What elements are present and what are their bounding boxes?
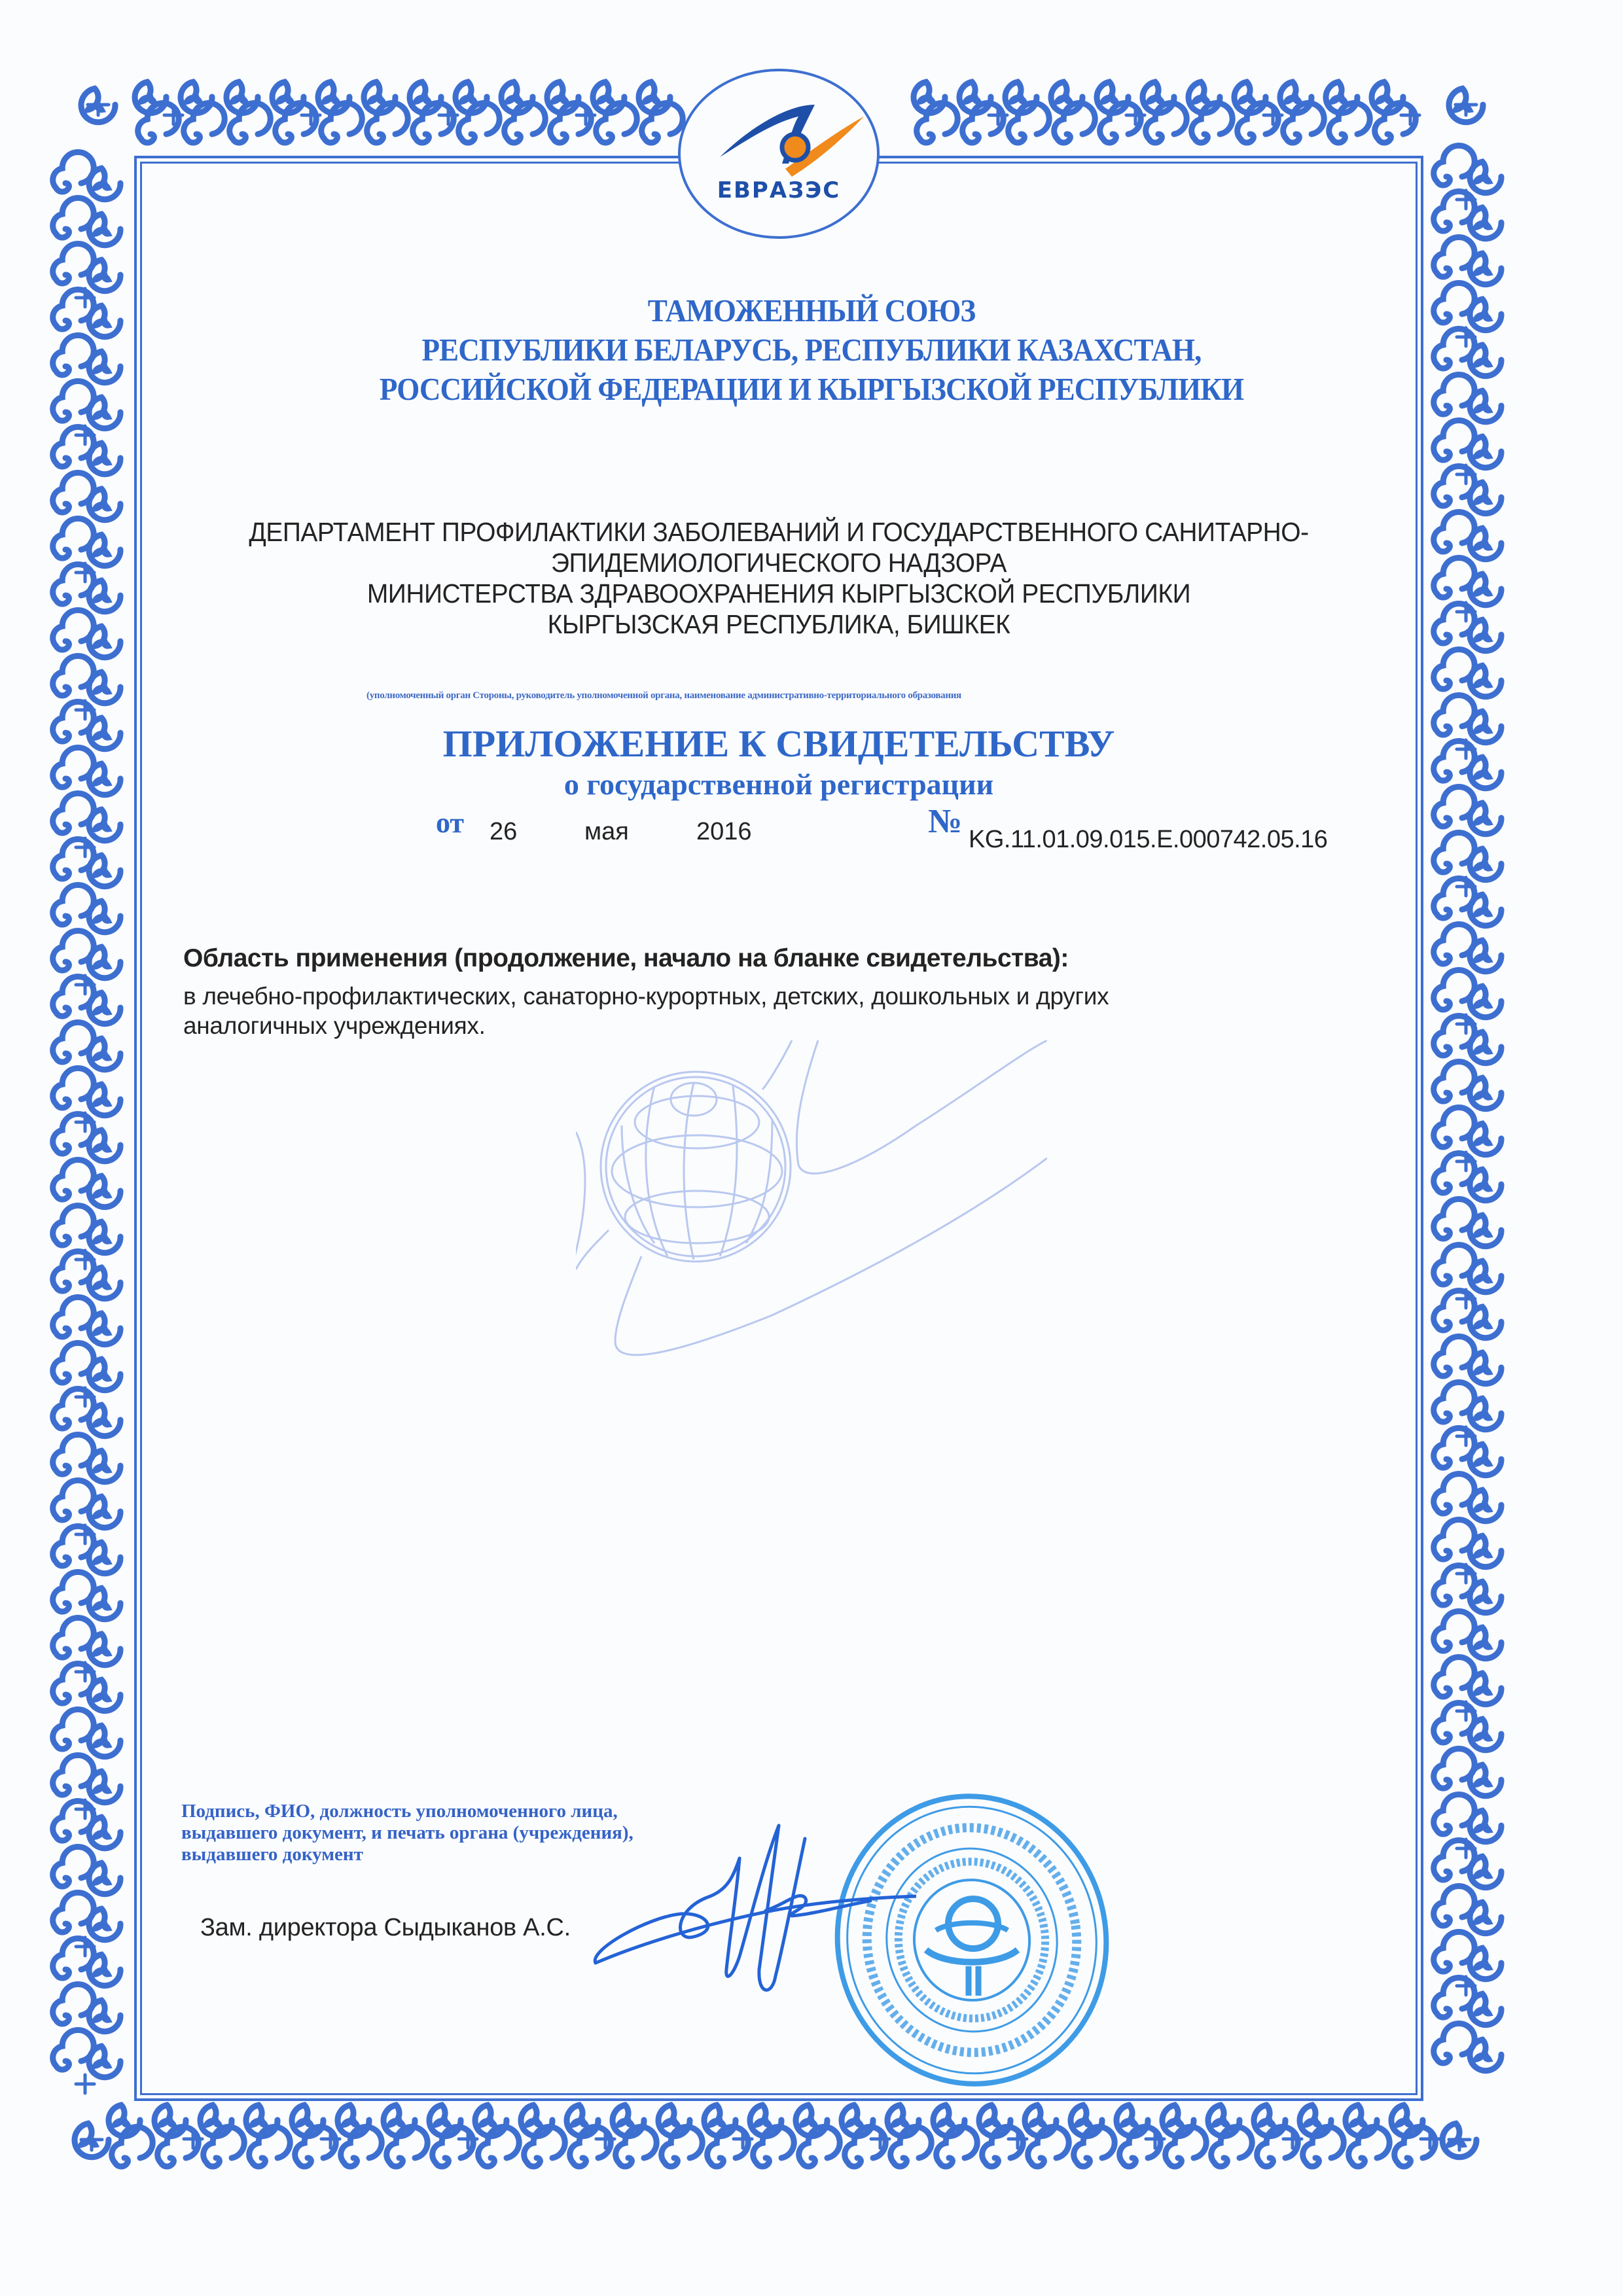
spiral-ornament-icon (1470, 574, 1501, 605)
spiral-ornament-icon (89, 809, 120, 841)
spiral-ornament-icon (1470, 1673, 1501, 1704)
spiral-ornament-icon (89, 1176, 120, 1207)
spiral-ornament-icon (89, 1496, 120, 1528)
spiral-ornament-icon (1470, 1536, 1501, 1567)
spiral-ornament-icon (89, 1588, 120, 1619)
certificate-number: KG.11.01.09.015.E.000742.05.16 (969, 826, 1328, 853)
spiral-ornament-icon (1470, 391, 1501, 422)
spiral-ornament-icon (1470, 1352, 1501, 1384)
spiral-ornament-icon (1470, 1215, 1501, 1246)
spiral-ornament-icon (89, 1863, 120, 1894)
authority-line-4: КЫРГЫЗСКАЯ РЕСПУБЛИКА, БИШКЕК (547, 609, 1010, 639)
spiral-ornament-icon (1470, 1169, 1501, 1201)
spiral-ornament-icon (1470, 528, 1501, 559)
spiral-ornament-icon (89, 718, 120, 749)
union-line-1: ТАМОЖЕННЫЙ СОЮЗ (647, 292, 976, 328)
spiral-ornament-icon (1470, 1581, 1501, 1613)
spiral-ornament-icon (89, 351, 120, 383)
spiral-ornament-icon (89, 764, 120, 795)
signature-caption-line-2: выдавшего документ, и печать органа (учреждения), (181, 1822, 633, 1843)
globe-watermark-icon (576, 1040, 1047, 1459)
spiral-ornament-icon (1470, 299, 1501, 330)
spiral-ornament-icon (89, 993, 120, 1024)
spiral-ornament-icon (1470, 1123, 1501, 1155)
spiral-ornament-icon (89, 901, 120, 932)
spiral-ornament-icon (1470, 1948, 1501, 1979)
spiral-ornament-icon (89, 1680, 120, 1711)
spiral-ornament-icon (1470, 620, 1501, 651)
spiral-ornament-icon (89, 2000, 120, 2032)
spiral-ornament-icon (89, 535, 120, 566)
spiral-ornament-icon (1470, 1444, 1501, 1475)
spiral-ornament-icon (89, 1267, 120, 1299)
spiral-ornament-icon (1470, 940, 1501, 972)
signature-caption-line-1: Подпись, ФИО, должность уполномоченного лица, (181, 1801, 618, 1822)
spiral-ornament-icon (1470, 1627, 1501, 1659)
spiral-ornament-icon (89, 1909, 120, 1940)
spiral-ornament-icon (89, 1313, 120, 1345)
scope-line-2: аналогичных учреждениях. (183, 1012, 486, 1039)
number-label: № (928, 803, 963, 840)
handwritten-signature-icon (576, 1799, 916, 2015)
spiral-ornament-icon (1470, 1902, 1501, 1934)
spiral-ornament-icon (89, 626, 120, 658)
spiral-ornament-icon (89, 1542, 120, 1574)
spiral-ornament-icon (1470, 1856, 1501, 1888)
spiral-ornament-icon (89, 260, 120, 291)
spiral-ornament-icon (89, 2046, 120, 2077)
date-from-label: от (436, 807, 465, 839)
spiral-ornament-icon (89, 1451, 120, 1482)
signature-caption-line-3: выдавшего документ (181, 1844, 363, 1865)
spiral-ornament-icon (89, 1634, 120, 1665)
spiral-ornament-icon (1470, 1261, 1501, 1292)
spiral-ornament-icon (89, 443, 120, 474)
spiral-ornament-icon (1470, 482, 1501, 514)
spiral-ornament-icon (1470, 711, 1501, 743)
spiral-ornament-icon (1470, 1490, 1501, 1521)
signer-name: Зам. директора Сыдыканов А.С. (200, 1914, 571, 1941)
eurasec-logo (674, 65, 883, 242)
spiral-ornament-icon (1470, 1719, 1501, 1750)
authority-line-1: ДЕПАРТАМЕНТ ПРОФИЛАКТИКИ ЗАБОЛЕВАНИЙ И ГОСУДАРСТВЕННОГО САНИТАРНО- (249, 517, 1309, 547)
spiral-ornament-icon (89, 214, 120, 245)
spiral-ornament-icon (89, 1084, 120, 1116)
spiral-ornament-icon (89, 168, 120, 200)
spiral-ornament-icon (89, 489, 120, 520)
spiral-ornament-icon (1470, 1032, 1501, 1063)
spiral-ornament-icon (1470, 1398, 1501, 1430)
spiral-ornament-icon (1470, 345, 1501, 376)
scope-text (183, 981, 1296, 1040)
authority-line-3: МИНИСТЕРСТВА ЗДРАВООХРАНЕНИЯ КЫРГЫЗСКОЙ РЕСПУБЛИКИ (366, 578, 1191, 609)
spiral-ornament-icon (1470, 894, 1501, 926)
spiral-ornament-icon (89, 1954, 120, 1986)
spiral-ornament-icon (1470, 986, 1501, 1017)
spiral-ornament-icon (89, 1130, 120, 1161)
spiral-ornament-icon (1470, 2040, 1501, 2071)
union-line-3: РОССИЙСКОЙ ФЕДЕРАЦИИ И КЫРГЫЗСКОЙ РЕСПУБЛИКИ (379, 371, 1244, 407)
union-line-2: РЕСПУБЛИКИ БЕЛАРУСЬ, РЕСПУБЛИКИ КАЗАХСТАН, (421, 332, 1202, 368)
spiral-ornament-icon (89, 1038, 120, 1070)
spiral-ornament-icon (1470, 162, 1501, 193)
spiral-ornament-icon (1470, 436, 1501, 468)
spiral-ornament-icon (89, 1817, 120, 1848)
spiral-ornament-icon (89, 1222, 120, 1253)
spiral-ornament-icon (89, 1359, 120, 1390)
scope-heading: Область применения (продолжение, начало на бланке свидетельства): (183, 944, 1069, 972)
spiral-ornament-icon (89, 306, 120, 337)
logo-text: ЕВРАЗЭС (717, 177, 841, 203)
spiral-ornament-icon (1470, 1994, 1501, 2025)
issue-month: мая (584, 818, 629, 845)
scope-line-1: в лечебно-профилактических, санаторно-курортных, детских, дошкольных и других (183, 983, 1109, 1010)
spiral-ornament-icon (89, 1405, 120, 1436)
issue-year: 2016 (696, 818, 752, 845)
spiral-ornament-icon (1470, 849, 1501, 880)
spiral-ornament-icon (89, 947, 120, 978)
spiral-ornament-icon (1470, 757, 1501, 788)
spiral-ornament-icon (89, 580, 120, 612)
spiral-ornament-icon (1470, 1810, 1501, 1842)
spiral-ornament-icon (1470, 1307, 1501, 1338)
issue-day: 26 (490, 818, 518, 845)
spiral-ornament-icon (1470, 253, 1501, 285)
spiral-ornament-icon (1470, 1765, 1501, 1796)
spiral-ornament-icon (1470, 803, 1501, 834)
authority-line-2: ЭПИДЕМИОЛОГИЧЕСКОГО НАДЗОРА (551, 548, 1007, 578)
signature-caption (181, 1801, 633, 1865)
spiral-ornament-icon (1470, 665, 1501, 697)
document-title: ПРИЛОЖЕНИЕ К СВИДЕТЕЛЬСТВУ (442, 722, 1115, 765)
spiral-ornament-icon (89, 397, 120, 429)
authority-caption: (уполномоченный орган Стороны, руководитель уполномоченной органа, наименование административно-территориального образования (366, 690, 961, 701)
spiral-ornament-icon (89, 855, 120, 887)
document-subtitle: о государственной регистрации (563, 768, 994, 801)
spiral-ornament-icon (1470, 1078, 1501, 1109)
spiral-ornament-icon (1470, 207, 1501, 239)
spiral-ornament-icon (89, 1725, 120, 1757)
cross-ornament-icon (76, 2075, 94, 2093)
spiral-ornament-icon (89, 672, 120, 703)
spiral-ornament-icon (89, 1771, 120, 1803)
